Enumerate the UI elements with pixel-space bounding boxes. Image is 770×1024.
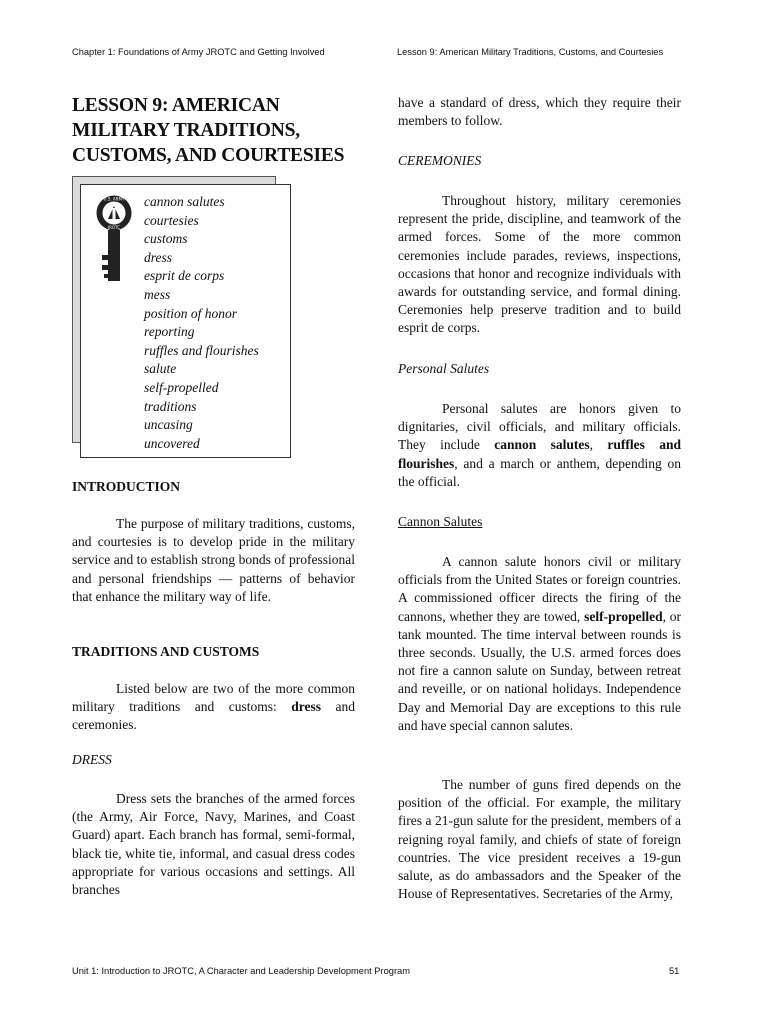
cannon-salutes-heading: Cannon Salutes bbox=[398, 514, 483, 529]
traditions-customs-heading: TRADITIONS AND CUSTOMS bbox=[72, 644, 260, 659]
personal-salutes-paragraph bbox=[398, 400, 681, 491]
key-emblem-bottom-text: JROTC bbox=[107, 225, 121, 230]
lesson-title-line-1: LESSON 9: AMERICAN bbox=[72, 95, 280, 116]
personal-salutes-comma: , bbox=[589, 437, 608, 453]
traditions-text-end: and ceremonies. bbox=[72, 699, 355, 733]
cannon-salutes-paragraph bbox=[398, 553, 681, 735]
running-header-chapter: Chapter 1: Foundations of Army JROTC and Getting Involved bbox=[72, 47, 325, 57]
cannon-salutes-text-start: A cannon salute honors civil or military officials from the United States or foreign countries. A commissioned officer directs the firing of the cannons, whether they are towed, bbox=[398, 554, 681, 624]
vocabulary-term: ruffles and flourishes bbox=[144, 342, 259, 358]
traditions-text-start: Listed below are two of the more common military traditions and customs: bbox=[72, 681, 355, 715]
term-ruffles-and-flourishes: ruffles and flourishes bbox=[398, 437, 681, 471]
vocabulary-term: uncasing bbox=[144, 417, 193, 433]
personal-salutes-text-end: , and a march or anthem, depending on the official. bbox=[398, 455, 681, 489]
vocabulary-term: reporting bbox=[144, 324, 195, 340]
ceremonies-heading: CEREMONIES bbox=[398, 153, 482, 168]
vocabulary-box bbox=[80, 184, 291, 458]
vocabulary-term: esprit de corps bbox=[144, 268, 225, 284]
introduction-paragraph: The purpose of military traditions, customs, and courtesies is to develop pride in the military service and to establish strong bonds of professional and personal friendships — patterns of behavior that enhance the military way of life. bbox=[72, 516, 355, 604]
cannon-salutes-text-end: , or tank mounted. The time interval between rounds is three seconds. Usually, the U.S. armed forces does not fire a cannon salute on Sunday, between retreat and reveille, or on national holidays. Independence Day and Memorial Day are exceptions to this rule and have special cannon salutes. bbox=[398, 608, 681, 733]
dress-paragraph-continued: have a standard of dress, which they require their members to follow. bbox=[398, 95, 681, 129]
vocabulary-list bbox=[144, 193, 259, 453]
personal-salutes-heading: Personal Salutes bbox=[398, 361, 490, 376]
vocabulary-term: self-propelled bbox=[144, 379, 219, 395]
vocabulary-term: mess bbox=[144, 286, 171, 302]
term-self-propelled: self-propelled bbox=[584, 608, 663, 624]
vocabulary-term: cannon salutes bbox=[144, 194, 225, 209]
jrotc-key-icon bbox=[94, 193, 134, 283]
lesson-title-line-2: MILITARY TRADITIONS, bbox=[72, 120, 300, 141]
running-header-lesson: Lesson 9: American Military Traditions, Customs, and Courtesies bbox=[397, 47, 664, 57]
page-number: 51 bbox=[669, 966, 680, 976]
lesson-title bbox=[72, 93, 344, 168]
introduction-heading: INTRODUCTION bbox=[72, 479, 181, 494]
vocabulary-term: dress bbox=[144, 249, 173, 265]
ceremonies-paragraph: Throughout history, military ceremonies represent the pride, discipline, and teamwork of the armed forces. Some of the more common ceremonies include parades, reviews, inspections, occasions that honor and recognize individuals with awards for outstanding service, and formal dining. Ceremonies help preserve tradition and to build esprit de corps. bbox=[398, 193, 681, 336]
vocabulary-term: customs bbox=[144, 231, 188, 247]
dress-heading: DRESS bbox=[72, 752, 112, 767]
personal-salutes-text-start: Personal salutes are honors given to dignitaries, civil officials, and military officials. They include bbox=[398, 401, 681, 453]
traditions-customs-paragraph bbox=[72, 680, 355, 735]
lesson-title-line-3: CUSTOMS, AND COURTESIES bbox=[72, 145, 345, 166]
vocabulary-term: uncovered bbox=[144, 435, 200, 451]
key-emblem-top-text: U.S. ARMY bbox=[103, 196, 125, 202]
vocabulary-term: salute bbox=[144, 361, 177, 377]
dress-paragraph: Dress sets the branches of the armed forces (the Army, Air Force, Navy, Marines, and Coast Guard) apart. Each branch has formal, semi-formal, black tie, white tie, informal, and casual dress codes appropriate for various occasions and settings. All branches bbox=[72, 791, 355, 898]
term-dress: dress bbox=[291, 699, 321, 715]
running-footer-unit: Unit 1: Introduction to JROTC, A Character and Leadership Development Program bbox=[72, 966, 410, 976]
vocabulary-term: position of honor bbox=[144, 305, 238, 321]
term-cannon-salutes: cannon salutes bbox=[494, 437, 590, 453]
cannon-salutes-paragraph-2: The number of guns fired depends on the position of the official. For example, the military fires a 21-gun salute for the president, members of a reigning royal family, and chiefs of state of foreign countries. The vice president receives a 19-gun salute, as do ambassadors and the Speaker of the House of Representatives. Secretaries of the Army, bbox=[398, 777, 681, 902]
vocabulary-term: traditions bbox=[144, 398, 197, 414]
vocabulary-term: courtesies bbox=[144, 212, 199, 228]
